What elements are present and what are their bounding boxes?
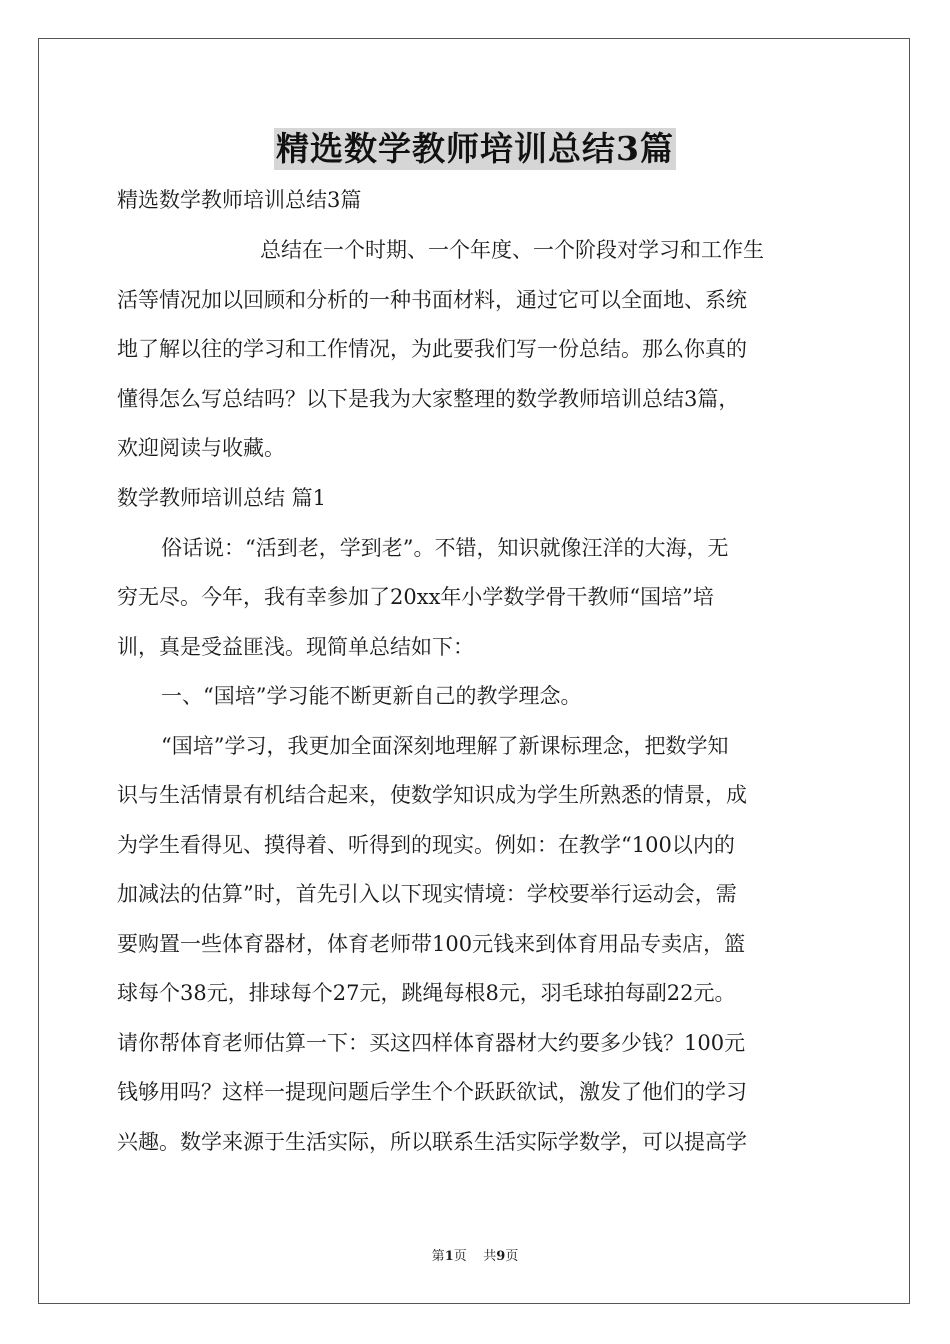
subtitle-line: 精选数学教师培训总结3篇 [117,188,362,212]
paragraph-line: 总结在一个时期、一个年度、一个阶段对学习和工作生 [260,238,764,262]
paragraph-line: 活等情况加以回顾和分析的一种书面材料，通过它可以全面地、系统 [117,288,747,312]
paragraph-line: 穷无尽。今年，我有幸参加了20xx年小学数学骨干教师“国培”培 [117,585,714,609]
title-container [0,128,950,170]
paragraph-line: 球每个38元，排球每个27元，跳绳每根8元，羽毛球拍每副22元。 [117,981,736,1005]
paragraph-line: 训，真是受益匪浅。现简单总结如下： [117,635,474,659]
paragraph-line: 请你帮体育老师估算一下：买这四样体育器材大约要多少钱？100元 [117,1031,746,1055]
paragraph-line: 为学生看得见、摸得着、听得到的现实。例如：在教学“100以内的 [117,833,735,857]
page-mid: 页 共 [453,1249,497,1264]
paragraph-line: 钱够用吗？这样一提现问题后学生个个跃跃欲试，激发了他们的学习 [117,1080,747,1104]
paragraph-line: 欢迎阅读与收藏。 [117,436,285,460]
paragraph-line: 识与生活情景有机结合起来，使数学知识成为学生所熟悉的情景，成 [117,783,747,807]
section-heading: 数学教师培训总结 篇1 [117,486,327,510]
page-prefix: 第 [431,1249,445,1264]
paragraph-line: 要购置一些体育器材，体育老师带100元钱来到体育用品专卖店，篮 [117,932,746,956]
paragraph-line: 兴趣。数学来源于生活实际，所以联系生活实际学数学，可以提高学 [117,1130,747,1154]
page-border [38,38,910,1304]
subsection-heading: 一、“国培”学习能不断更新自己的教学理念。 [161,684,582,708]
paragraph-line: “国培”学习，我更加全面深刻地理解了新课标理念，把数学知 [161,734,729,758]
page-footer [0,1249,950,1265]
paragraph-line: 地了解以往的学习和工作情况，为此要我们写一份总结。那么你真的 [117,337,747,361]
paragraph-line: 俗话说：“活到老，学到老”。不错，知识就像汪洋的大海，无 [161,536,729,560]
document-title: 精选数学教师培训总结3篇 [276,129,674,168]
paragraph-line: 加减法的估算”时，首先引入以下现实情境：学校要举行运动会，需 [117,882,737,906]
current-page-number: 1 [444,1249,454,1264]
paragraph-line: 懂得怎么写总结吗？以下是我为大家整理的数学教师培训总结3篇， [117,387,740,411]
total-page-number: 9 [496,1249,506,1264]
page-suffix: 页 [505,1249,519,1264]
